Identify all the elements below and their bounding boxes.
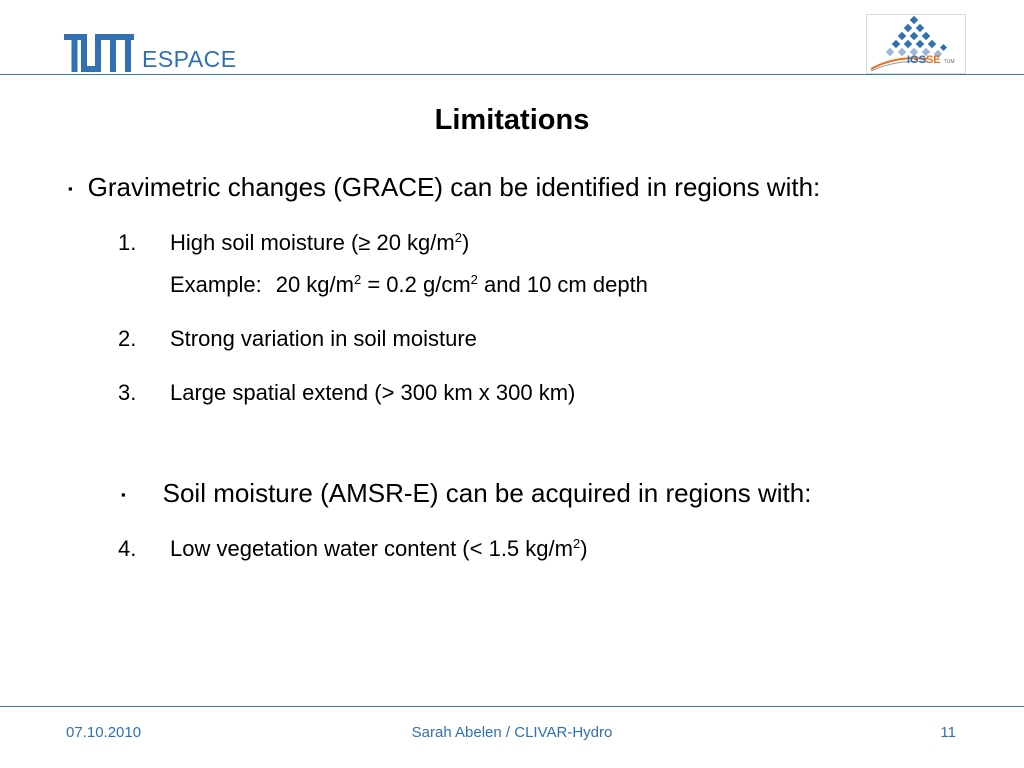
footer-date: 07.10.2010 [66, 724, 142, 741]
list-item-number: 1. [118, 230, 137, 255]
tum-espace-logo [64, 34, 237, 72]
igsse-logo [866, 14, 966, 74]
bullet-grace-text: Gravimetric changes (GRACE) can be identified in regions with: [87, 172, 821, 202]
header-divider [0, 74, 1024, 75]
tum-logo-icon [64, 34, 134, 72]
espace-label: ESPACE [142, 46, 237, 72]
square-bullet-icon: ▪ [68, 181, 73, 197]
list-item-3: 3. Large spatial extend (> 300 km x 300 km) [118, 380, 576, 405]
bullet-grace [68, 172, 820, 204]
footer-author: Sarah Abelen / CLIVAR-Hydro [411, 724, 613, 741]
bullet-amsr [121, 478, 811, 510]
slide-title: Limitations [434, 104, 590, 136]
list-item-number: 2. [118, 326, 137, 351]
square-bullet-icon: ▪ [121, 487, 126, 503]
list-item-2: 2. Strong variation in soil moisture [118, 326, 477, 351]
list-item-1-example: Example: 20 $kg/m^2 = 0.2$ $g/cm^2$ and 10 cm depth [170, 272, 648, 297]
footer-divider [0, 706, 1024, 707]
list-item-4: 4. Low vegetation water content (< 1.5 $kg/m^2$) [118, 536, 588, 561]
list-item-1: 1. High soil moisture (≥ 20 $kg/m^2$) [118, 230, 470, 255]
page-number: 11 [940, 724, 956, 741]
list-item-number: 4. [118, 536, 137, 561]
bullet-amsr-text: Soil moisture (AMSR-E) can be acquired in regions with: [162, 478, 812, 508]
igsse-wordmark: IGSSE TUM [907, 54, 955, 66]
example-label: Example: [170, 272, 262, 297]
list-item-number: 3. [118, 380, 137, 405]
